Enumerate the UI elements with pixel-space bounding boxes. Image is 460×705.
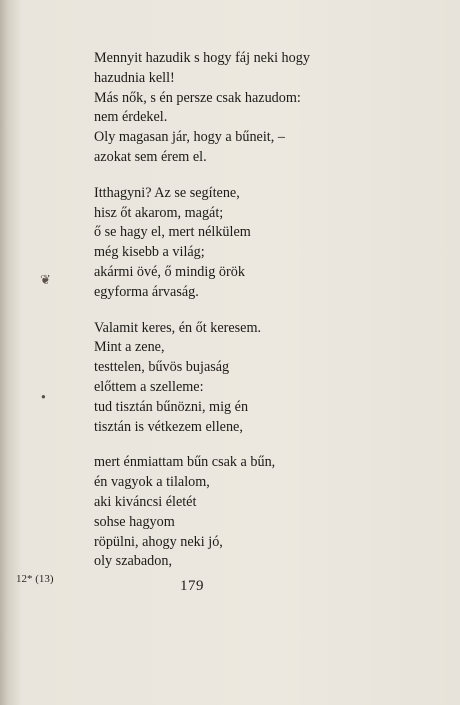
poem-line: Mennyit hazudik s hogy fáj neki hogy <box>94 50 310 66</box>
poem-line: Valamit keres, én őt keresem. <box>94 319 262 336</box>
poem-line: ő se hagy el, mert nélkülem <box>94 224 251 241</box>
poem-line: hazudnia kell! <box>94 69 175 86</box>
poem-line: tud tisztán bűnözni, mig én <box>94 398 249 415</box>
poem-line: Itthagyni? Az se segítene, <box>94 184 240 201</box>
poem-line: röpülni, ahogy neki jó, <box>94 533 223 550</box>
poem-line: hisz őt akarom, magát; <box>94 204 224 221</box>
poem-line: testtelen, bűvös bujaság <box>94 359 230 376</box>
poem-line: Más nők, s én persze csak hazudom: <box>94 89 301 106</box>
poem-line: azokat sem érem el. <box>94 148 207 165</box>
poem-line: nem érdekel. <box>94 109 168 126</box>
poem-line: én vagyok a tilalom, <box>94 474 210 491</box>
poem-text <box>94 49 344 588</box>
poem-line: előttem a szelleme: <box>94 378 204 395</box>
ornament-icon: ❦ <box>40 272 51 287</box>
stanza <box>94 319 344 438</box>
poem-line: egyforma árvaság. <box>94 283 199 300</box>
speck-mark-icon: ● <box>41 392 46 401</box>
poem-line: még kisebb a világ; <box>94 244 205 261</box>
stanza <box>94 453 344 572</box>
poem-line: Mint a zene, <box>94 339 165 356</box>
poem-line: Oly magasan jár, hogy a bűneit, – <box>94 129 285 146</box>
poem-line: oly szabadon, <box>94 553 173 570</box>
stanza <box>94 184 344 303</box>
poem-line: mert énmiattam bűn csak a bűn, <box>94 454 276 471</box>
poem-line: aki kiváncsi életét <box>94 493 197 510</box>
poem-line: sohse hagyom <box>94 513 175 530</box>
page-number: 179 <box>180 578 204 594</box>
printer-signature: 12* (13) <box>16 573 54 585</box>
poem-line: tisztán is vétkezem ellene, <box>94 418 243 435</box>
stanza <box>94 49 344 168</box>
poem-line: akármi övé, ő mindig örök <box>94 263 245 280</box>
